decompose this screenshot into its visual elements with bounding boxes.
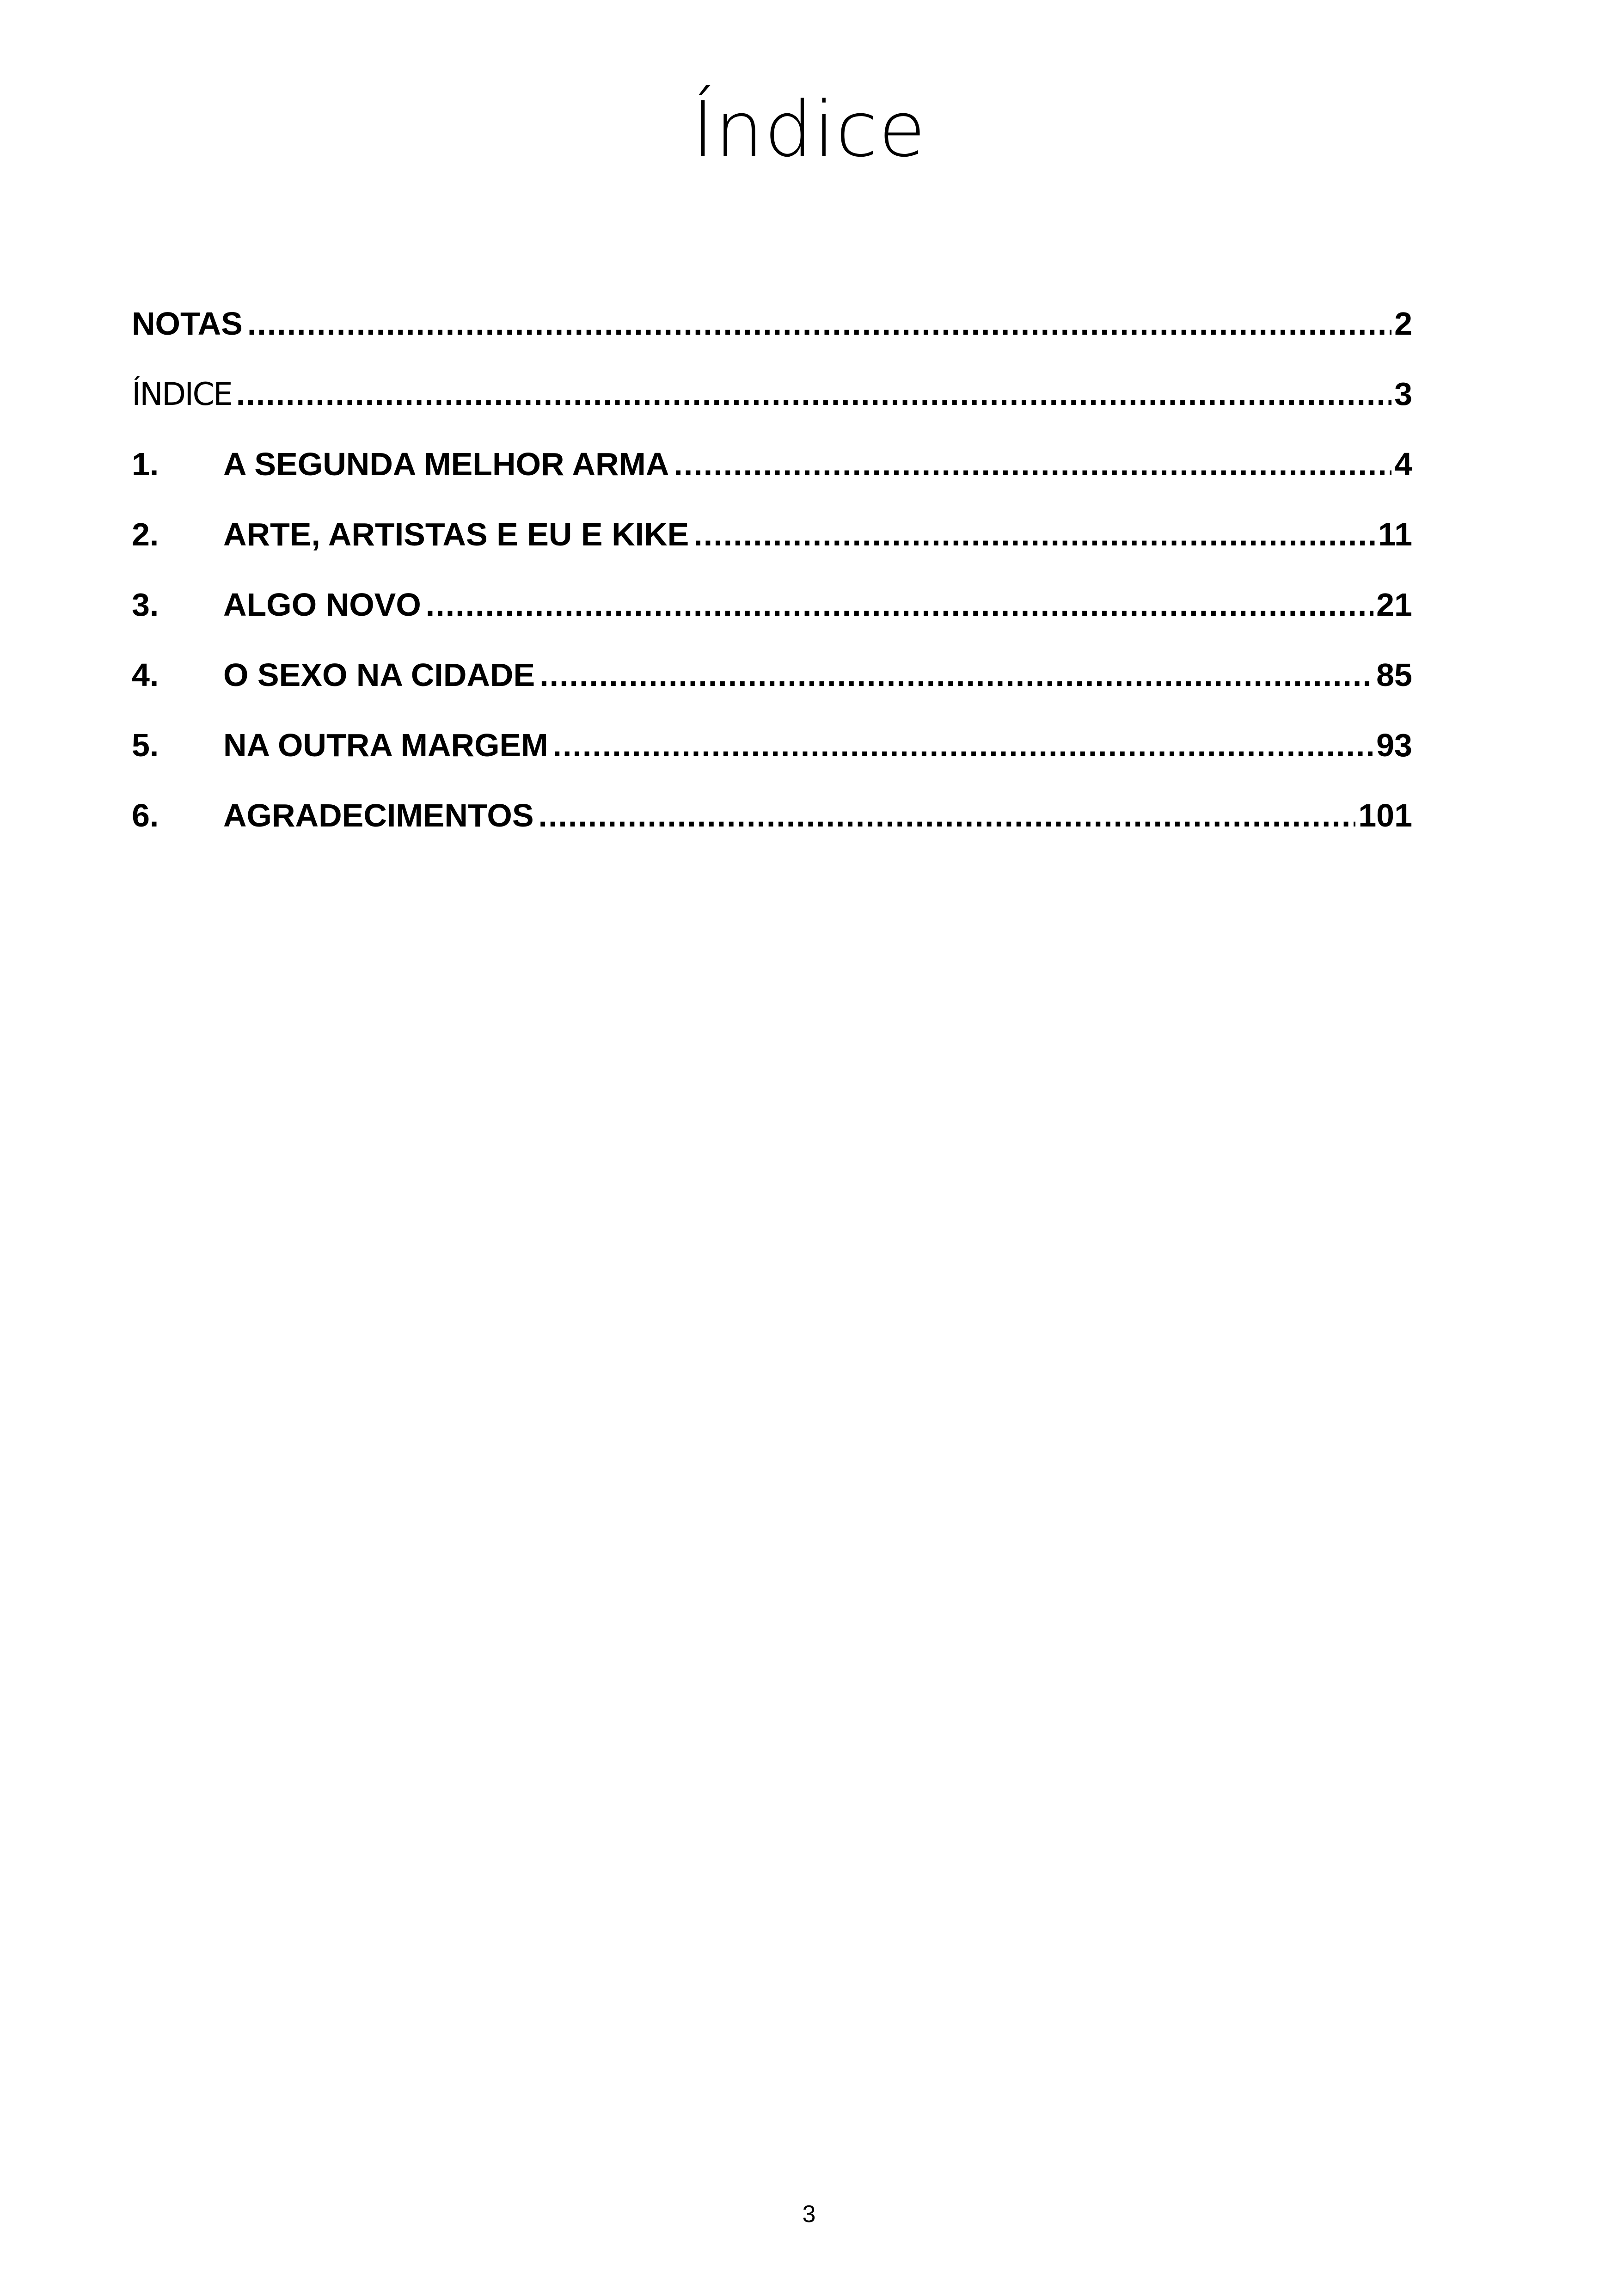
toc-entry-page: 101 (1358, 797, 1412, 833)
toc-entry-number: 1. (132, 446, 159, 482)
page-title: Índice (691, 85, 927, 174)
table-of-contents (132, 300, 1412, 863)
toc-dot-leader (693, 511, 1375, 557)
toc-entry-page: 85 (1376, 657, 1412, 693)
toc-entry-title: ÍNDICE (132, 376, 232, 413)
toc-dot-leader (247, 300, 1391, 347)
toc-entry-page: 93 (1376, 727, 1412, 763)
toc-entry-number: 3. (132, 587, 159, 623)
toc-entry-page: 3 (1394, 376, 1412, 412)
toc-dot-leader (674, 441, 1391, 487)
toc-entry-title: O SEXO NA CIDADE (223, 657, 535, 693)
toc-entry-notas[interactable] (132, 300, 1412, 371)
toc-entry-chapter-1[interactable] (132, 441, 1412, 511)
toc-entry-title: NOTAS (132, 306, 243, 342)
toc-entry-page: 4 (1394, 446, 1412, 482)
toc-entry-page: 11 (1378, 516, 1412, 552)
toc-entry-title: NA OUTRA MARGEM (223, 727, 548, 763)
toc-dot-leader (539, 792, 1356, 839)
toc-entry-number: 6. (132, 797, 159, 833)
toc-dot-leader (553, 722, 1374, 768)
toc-entry-title: ARTE, ARTISTAS E EU E KIKE (223, 516, 689, 552)
toc-entry-page: 2 (1394, 306, 1412, 342)
toc-entry-title: ALGO NOVO (223, 587, 421, 623)
toc-entry-page: 21 (1376, 587, 1412, 623)
toc-entry-indice[interactable] (132, 371, 1412, 441)
toc-entry-chapter-6[interactable] (132, 792, 1412, 863)
toc-dot-leader (539, 652, 1373, 698)
toc-entry-number: 4. (132, 657, 159, 693)
toc-entry-number: 2. (132, 516, 159, 552)
toc-entry-chapter-3[interactable] (132, 582, 1412, 652)
toc-dot-leader (236, 371, 1391, 417)
toc-entry-chapter-2[interactable] (132, 511, 1412, 582)
toc-dot-leader (426, 582, 1373, 628)
toc-entry-chapter-5[interactable] (132, 722, 1412, 792)
toc-entry-title: AGRADECIMENTOS (223, 797, 534, 833)
toc-entry-chapter-4[interactable] (132, 652, 1412, 722)
toc-entry-number: 5. (132, 727, 159, 763)
page-number: 3 (802, 2201, 816, 2228)
toc-entry-title: A SEGUNDA MELHOR ARMA (223, 446, 669, 482)
